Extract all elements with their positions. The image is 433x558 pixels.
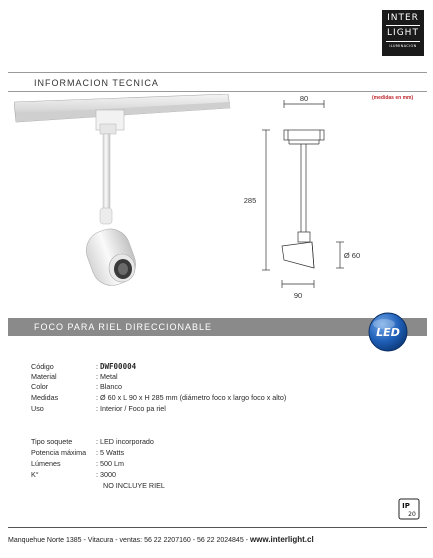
dimension-drawing (240, 92, 370, 307)
led-badge-label: LED (376, 326, 400, 339)
spec-label-measures: Medidas (31, 393, 59, 402)
dim-diameter: Ø 60 (343, 251, 361, 260)
logo-line-1: INTER (387, 13, 419, 23)
ip-badge-top: IP (402, 502, 410, 510)
product-title: FOCO PARA RIEL DIRECCIONABLE (34, 322, 213, 332)
spec-value-material: : Metal (96, 372, 118, 381)
footer-contact (8, 535, 314, 544)
ip20-badge-icon (398, 498, 420, 520)
dim-bottom-width: 90 (293, 291, 303, 300)
spec-value-lumens: : 500 Lm (96, 459, 124, 468)
ip-badge-number: 20 (408, 511, 416, 518)
footer-address: Manquehue Norte 1385 - Vitacura - ventas: 56 22 2207160 - 56 22 2024845 - (8, 537, 248, 544)
spec-label-use: Uso (31, 404, 44, 413)
spec-value-code (96, 362, 136, 372)
logo-line-3: ILUMINACION (389, 44, 417, 48)
code-prefix: : (96, 362, 100, 371)
spec-value-kelvin: : 3000 (96, 470, 116, 479)
section-title: INFORMACION TECNICA (34, 78, 159, 88)
spec-label-code: Código (31, 362, 54, 371)
product-illustration (14, 94, 234, 299)
spec-note-no-rail: NO INCLUYE RIEL (103, 481, 165, 490)
footer-website[interactable]: www.interlight.cl (249, 535, 314, 544)
dim-height: 285 (243, 196, 257, 205)
logo-divider (386, 25, 420, 26)
spec-value-color: : Blanco (96, 382, 122, 391)
footer-rule (8, 527, 427, 528)
logo-line-2: LIGHT (387, 28, 419, 38)
spec-label-power: Potencia máxima (31, 448, 87, 457)
spec-label-material: Material (31, 372, 57, 381)
spec-label-color: Color (31, 382, 49, 391)
brand-logo (382, 10, 424, 56)
header-rule-top (8, 72, 427, 73)
product-code: DWF00004 (100, 362, 137, 371)
dim-top-width: 80 (299, 94, 309, 103)
spec-value-socket: : LED incorporado (96, 437, 154, 446)
spec-label-socket: Tipo soquete (31, 437, 73, 446)
spec-value-measures: : Ø 60 x L 90 x H 285 mm (diámetro foco x largo foco x alto) (96, 393, 287, 402)
spec-value-use: : Interior / Foco pa riel (96, 404, 166, 413)
dimensions-note: (medidas en mm) (372, 95, 414, 101)
spec-label-lumens: Lúmenes (31, 459, 61, 468)
led-badge-icon (368, 312, 408, 352)
logo-divider (386, 41, 420, 42)
spec-value-power: : 5 Watts (96, 448, 125, 457)
spec-label-kelvin: K° (31, 470, 39, 479)
